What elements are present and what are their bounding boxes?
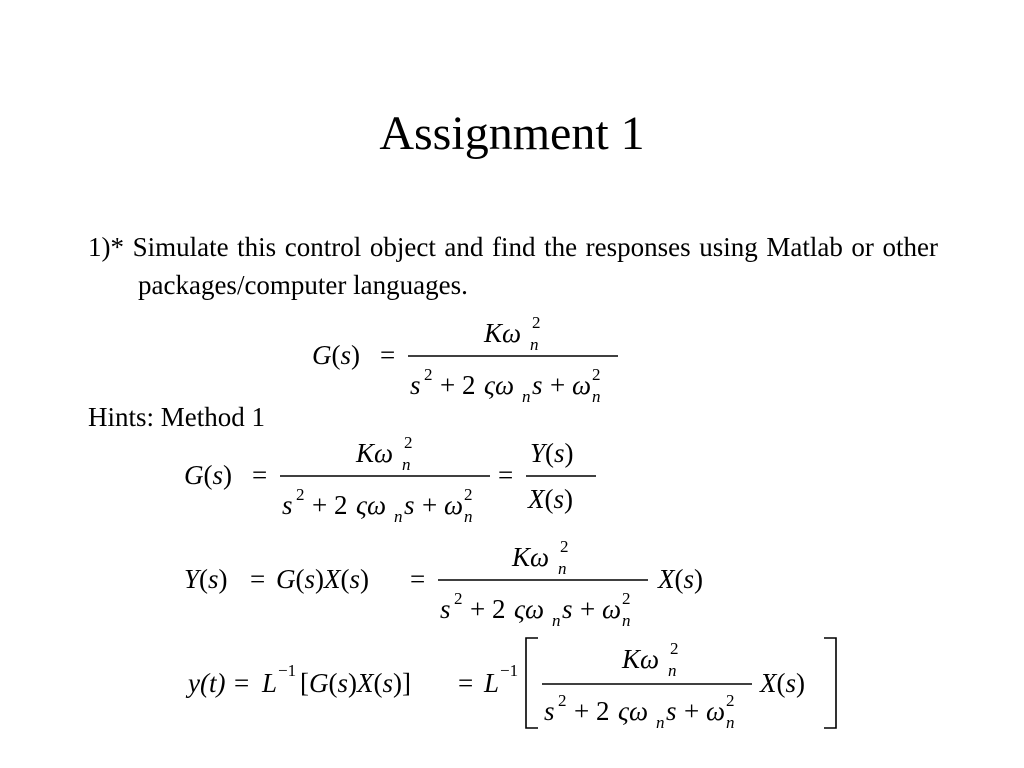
svg-text:G(s): G(s): [184, 460, 233, 490]
svg-text:G(s): G(s): [312, 340, 361, 370]
transfer-function-equation: [300, 310, 640, 411]
svg-text:s: s: [532, 370, 543, 400]
svg-text:n: n: [656, 713, 665, 732]
svg-text:X(s): X(s): [658, 564, 704, 594]
problem-statement: [88, 228, 938, 304]
svg-text:2: 2: [560, 537, 569, 556]
svg-text:L: L: [262, 668, 278, 698]
svg-text:−1: −1: [500, 661, 519, 680]
svg-text:n: n: [464, 507, 473, 526]
svg-text:G(s)X(s): G(s)X(s): [276, 564, 370, 594]
svg-text:2: 2: [454, 589, 463, 608]
svg-text:+: +: [422, 490, 438, 520]
svg-text:n: n: [530, 335, 539, 354]
svg-text:y(t): y(t): [188, 668, 226, 698]
svg-text:n: n: [402, 455, 411, 474]
svg-text:2: 2: [558, 691, 567, 710]
svg-text:s: s: [440, 594, 451, 624]
problem-text: 1)* Simulate this control object and find the responses using Matlab or other packages/computer languages.: [88, 232, 938, 300]
svg-text:=: =: [458, 668, 474, 698]
svg-text:ςω: ςω: [618, 696, 649, 726]
svg-text:n: n: [668, 661, 677, 680]
svg-text:s: s: [282, 490, 293, 520]
svg-text:Y(s): Y(s): [184, 564, 228, 594]
svg-text:Kω: Kω: [484, 318, 522, 348]
svg-text:+ 2: + 2: [312, 490, 348, 520]
svg-text:2: 2: [464, 485, 473, 504]
svg-text:2: 2: [726, 691, 735, 710]
svg-text:+ 2: + 2: [440, 370, 476, 400]
svg-text:Kω: Kω: [356, 438, 394, 468]
svg-text:n: n: [522, 387, 531, 406]
svg-text:2: 2: [532, 313, 541, 332]
svg-text:ω: ω: [572, 370, 592, 400]
svg-text:+ 2: + 2: [470, 594, 506, 624]
svg-text:+ 2: + 2: [574, 696, 610, 726]
svg-text:Kω: Kω: [622, 644, 660, 674]
svg-text:=: =: [498, 460, 514, 490]
svg-text:X(s): X(s): [528, 484, 574, 514]
svg-text:ςω: ςω: [514, 594, 545, 624]
slide-title: Assignment 1: [379, 107, 645, 160]
svg-text:=: =: [234, 668, 250, 698]
output-response-equation: [172, 532, 732, 633]
svg-text:2: 2: [424, 365, 433, 384]
svg-text:ω: ω: [444, 490, 464, 520]
svg-text:=: =: [380, 340, 396, 370]
svg-text:ω: ω: [602, 594, 622, 624]
svg-text:s: s: [410, 370, 421, 400]
svg-text:[G(s)X(s)]: [G(s)X(s)]: [300, 668, 412, 698]
svg-text:n: n: [394, 507, 403, 526]
svg-text:ω: ω: [706, 696, 726, 726]
svg-text:s: s: [666, 696, 677, 726]
svg-text:ςω: ςω: [356, 490, 387, 520]
svg-text:Kω: Kω: [512, 542, 550, 572]
svg-text:+: +: [684, 696, 700, 726]
svg-text:n: n: [592, 387, 601, 406]
svg-text:n: n: [552, 611, 561, 628]
svg-text:s: s: [562, 594, 573, 624]
transfer-function-ratio-equation: [172, 430, 612, 531]
svg-text:X(s): X(s): [760, 668, 806, 698]
hints-label: Hints: Method 1: [88, 402, 266, 432]
svg-text:L: L: [484, 668, 500, 698]
svg-text:n: n: [622, 611, 631, 628]
svg-text:n: n: [726, 713, 735, 732]
svg-text:−1: −1: [278, 661, 297, 680]
svg-text:ςω: ςω: [484, 370, 515, 400]
svg-text:=: =: [252, 460, 268, 490]
svg-text:2: 2: [404, 433, 413, 452]
svg-text:=: =: [250, 564, 266, 594]
svg-text:2: 2: [622, 589, 631, 608]
svg-text:s: s: [404, 490, 415, 520]
svg-text:=: =: [410, 564, 426, 594]
svg-text:+: +: [580, 594, 596, 624]
svg-text:2: 2: [296, 485, 305, 504]
svg-text:2: 2: [670, 639, 679, 658]
svg-text:n: n: [558, 559, 567, 578]
svg-text:2: 2: [592, 365, 601, 384]
svg-text:s: s: [544, 696, 555, 726]
inverse-laplace-equation: [176, 630, 856, 739]
svg-text:+: +: [550, 370, 566, 400]
svg-text:Y(s): Y(s): [530, 438, 574, 468]
